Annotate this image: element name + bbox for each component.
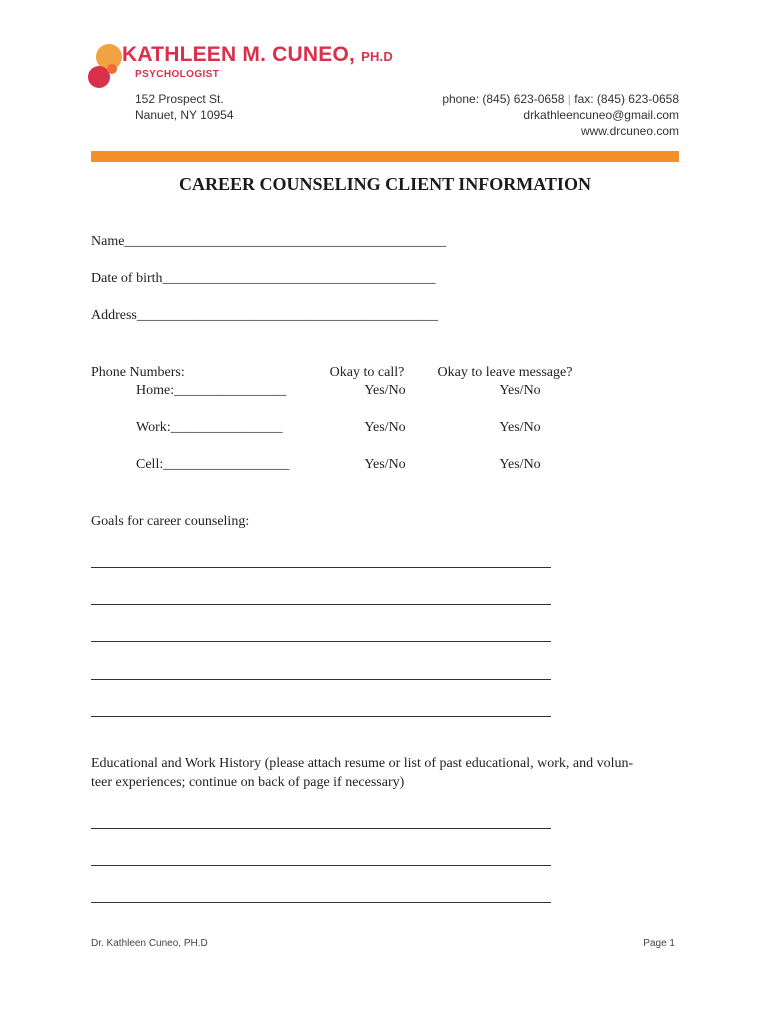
cell-call-yes-no: Yes/No bbox=[364, 457, 406, 472]
date-of-birth-field: Date of birth_______________________________________ bbox=[91, 271, 436, 286]
phone-numbers-label: Phone Numbers: bbox=[91, 365, 185, 380]
history-label-line-1: Educational and Work History (please attach resume or list of past educational, work, and volun- bbox=[91, 756, 634, 771]
work-call-yes-no: Yes/No bbox=[364, 420, 406, 435]
okay-to-call-header: Okay to call? bbox=[329, 365, 405, 380]
work-message-yes-no: Yes/No bbox=[499, 420, 541, 435]
goals-label: Goals for career counseling: bbox=[91, 514, 250, 529]
address-line-2: Nanuet, NY 10954 bbox=[135, 108, 234, 122]
history-line bbox=[91, 865, 551, 866]
goals-line bbox=[91, 604, 551, 605]
goals-line bbox=[91, 679, 551, 680]
brand-subtitle: PSYCHOLOGIST bbox=[135, 69, 220, 80]
cell-message-yes-no: Yes/No bbox=[499, 457, 541, 472]
fax-number: fax: (845) 623-0658 bbox=[574, 92, 679, 106]
name-field: Name______________________________________________ bbox=[91, 234, 447, 249]
history-line bbox=[91, 828, 551, 829]
header-divider-bar bbox=[91, 151, 679, 162]
goals-line bbox=[91, 716, 551, 717]
home-message-yes-no: Yes/No bbox=[499, 383, 541, 398]
home-phone-field: Home:________________ bbox=[136, 383, 287, 398]
history-line bbox=[91, 902, 551, 903]
phone-fax-line bbox=[442, 91, 679, 107]
page-number: Page 1 bbox=[643, 938, 675, 949]
logo-circle-small bbox=[107, 64, 117, 74]
brand-credential: PH.D bbox=[361, 49, 393, 64]
address-field: Address___________________________________________ bbox=[91, 308, 438, 323]
form-title: CAREER COUNSELING CLIENT INFORMATION bbox=[179, 174, 591, 194]
contact-separator: | bbox=[567, 92, 571, 106]
okay-to-leave-message-header: Okay to leave message? bbox=[437, 365, 573, 380]
address-line-1: 152 Prospect St. bbox=[135, 92, 224, 106]
office-address bbox=[135, 91, 234, 123]
work-phone-field: Work:________________ bbox=[136, 420, 283, 435]
goals-line bbox=[91, 641, 551, 642]
brand-name-text: KATHLEEN M. CUNEO, bbox=[122, 43, 356, 66]
cell-phone-field: Cell:__________________ bbox=[136, 457, 290, 472]
email-address: drkathleencuneo@gmail.com bbox=[523, 108, 679, 122]
brand-name bbox=[122, 43, 393, 67]
goals-line bbox=[91, 567, 551, 568]
footer-author: Dr. Kathleen Cuneo, PH.D bbox=[91, 938, 208, 949]
history-label-line-2: teer experiences; continue on back of page if necessary) bbox=[91, 775, 405, 790]
phone-number: phone: (845) 623-0658 bbox=[442, 92, 565, 106]
home-call-yes-no: Yes/No bbox=[364, 383, 406, 398]
contact-info bbox=[442, 91, 679, 139]
website-url: www.drcuneo.com bbox=[580, 124, 679, 138]
